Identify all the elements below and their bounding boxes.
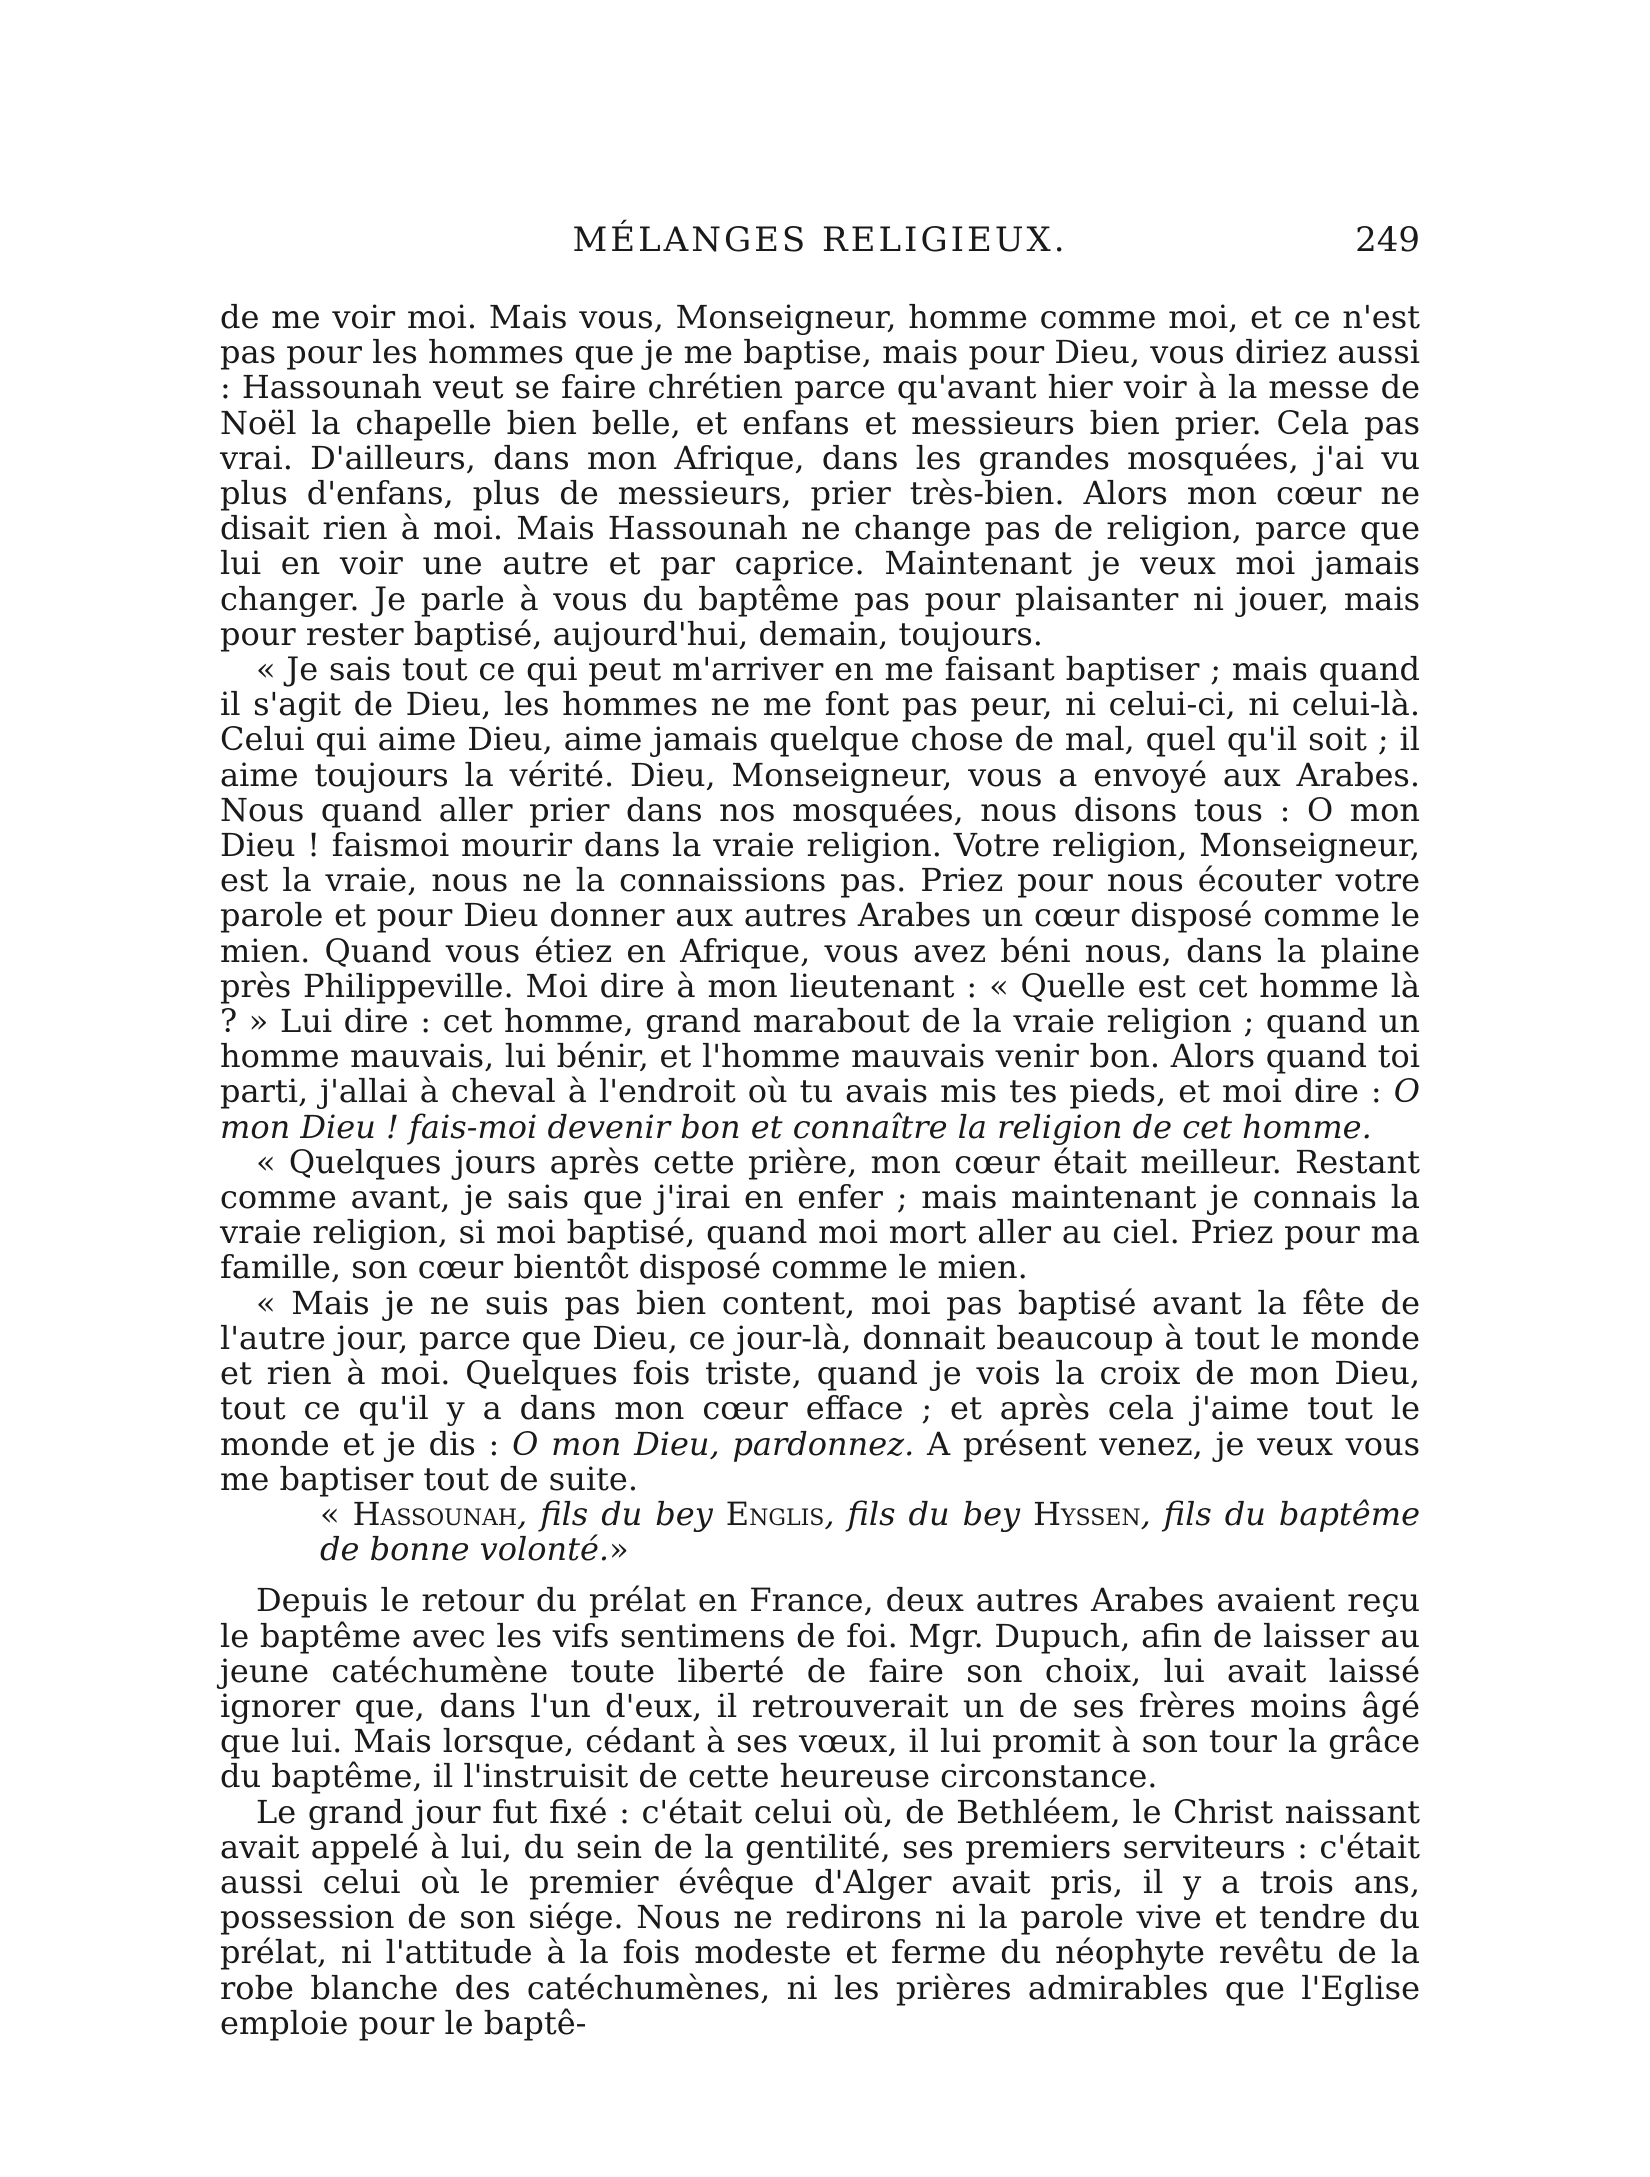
page-number: 249 (1355, 220, 1420, 260)
body-text (220, 300, 1420, 2041)
paragraph-4-italic: O mon Dieu, pardonnez. (512, 1424, 915, 1463)
paragraph-5: Depuis le retour du prélat en France, deux autres Arabes avaient reçu le baptême avec les vifs sentimens de foi. Mgr. Dupuch, afin de laisser au jeune catéchumène toute liberté de faire son choix, lui avait laissé ignorer que, dans l'un d'eux, il retrouverait un de ses frères moins âgé que lui. Mais lorsque, cédant à ses vœux, il lui promit à son tour la grâce du baptême, il l'instruisit de cette heureuse circonstance. (220, 1581, 1420, 1796)
signature-name-3: Hyssen (1033, 1494, 1141, 1533)
signature-text-2: , fils du bey (824, 1494, 1034, 1533)
paragraph-2 (220, 652, 1420, 1145)
paragraph-4-end: A présent venez, je veux vous me baptiser tout de suite. (220, 1424, 1421, 1498)
paragraph-4-text: « Mais je ne suis pas bien content, moi pas baptisé avant la fête de l'autre jour, parce que Dieu, ce jour-là, donnait beaucoup à tout le monde et rien à moi. Quelques fois triste, quand je vois la croix de mon Dieu, tout ce qu'il y a dans mon cœur efface ; et après cela j'aime tout le monde et je dis : (220, 1283, 1420, 1463)
paragraph-2-text: « Je sais tout ce qui peut m'arriver en me faisant baptiser ; mais quand il s'agit de Dieu, les hommes ne me font pas peur, ni celui-ci, ni celui-là. Celui qui aime Dieu, aime jamais quelque chose de mal, quel qu'il soit ; il aime toujours la vérité. Dieu, Monseigneur, vous a envoyé aux Arabes. Nous quand aller prier dans nos mosquées, nous disons tous : O mon Dieu ! faismoi mourir dans la vraie religion. Votre religion, Monseigneur, est la vraie, nous ne la connaissions pas. Priez pour nous écouter votre parole et pour Dieu donner aux autres Arabes un cœur disposé comme le mien. Quand vous étiez en Afrique, vous avez béni nous, dans la plaine près Philippeville. Moi dire à mon lieutenant : « Quelle est cet homme là ? » Lui dire : cet homme, grand marabout de la vraie religion ; quand un homme mauvais, lui bénir, et l'homme mauvais venir bon. Alors quand toi parti, j'allai à cheval à l'endroit où tu avais mis tes pieds, et moi dire : (220, 650, 1420, 1111)
signature (220, 1494, 1421, 1569)
signature-close: » (609, 1530, 629, 1569)
signature-text-1: , fils du bey (517, 1494, 726, 1533)
paragraph-3: « Quelques jours après cette prière, mon cœur était meilleur. Restant comme avant, je sais que j'irai en enfer ; mais maintenant je connais la vraie religion, si moi baptisé, quand moi mort aller au ciel. Priez pour ma famille, son cœur bientôt disposé comme le mien. (220, 1142, 1420, 1287)
running-head: MÉLANGES RELIGIEUX. (572, 220, 1068, 260)
signature-open: « (320, 1494, 353, 1533)
signature-name-1: Hassounah (352, 1494, 518, 1533)
paragraph-4 (220, 1283, 1421, 1498)
paragraph-2-italic: O mon Dieu ! fais-moi devenir bon et connaître la religion de cet homme. (220, 1072, 1420, 1146)
paragraph-6: Le grand jour fut fixé : c'était celui où, de Bethléem, le Christ naissant avait appelé à lui, du sein de la gentilité, ses premiers serviteurs : c'était aussi celui où le premier évêque d'Alger avait pris, il y a trois ans, possession de son siége. Nous ne redirons ni la parole vive et tendre du prélat, ni l'attitude à la fois modeste et ferme du néophyte revêtu de la robe blanche des catéchumènes, ni les prières admirables que l'Eglise emploie pour le baptê- (220, 1792, 1420, 2042)
signature-name-2: Englis (725, 1494, 825, 1533)
page-header (220, 220, 1420, 270)
paragraph-1: de me voir moi. Mais vous, Monseigneur, homme comme moi, et ce n'est pas pour les hommes que je me baptise, mais pour Dieu, vous diriez aussi : Hassounah veut se faire chrétien parce qu'avant hier voir à la messe de Noël la chapelle bien belle, et enfans et messieurs bien prier. Cela pas vrai. D'ailleurs, dans mon Afrique, dans les grandes mosquées, j'ai vu plus d'enfans, plus de messieurs, prier très-bien. Alors mon cœur ne disait rien à moi. Mais Hassounah ne change pas de religion, parce que lui en voir une autre et par caprice. Maintenant je veux moi jamais changer. Je parle à vous du baptême pas pour plaisanter ni jouer, mais pour rester baptisé, aujourd'hui, demain, toujours. (220, 298, 1420, 653)
signature-text-3: , fils du baptême de bonne volonté. (320, 1494, 1421, 1569)
